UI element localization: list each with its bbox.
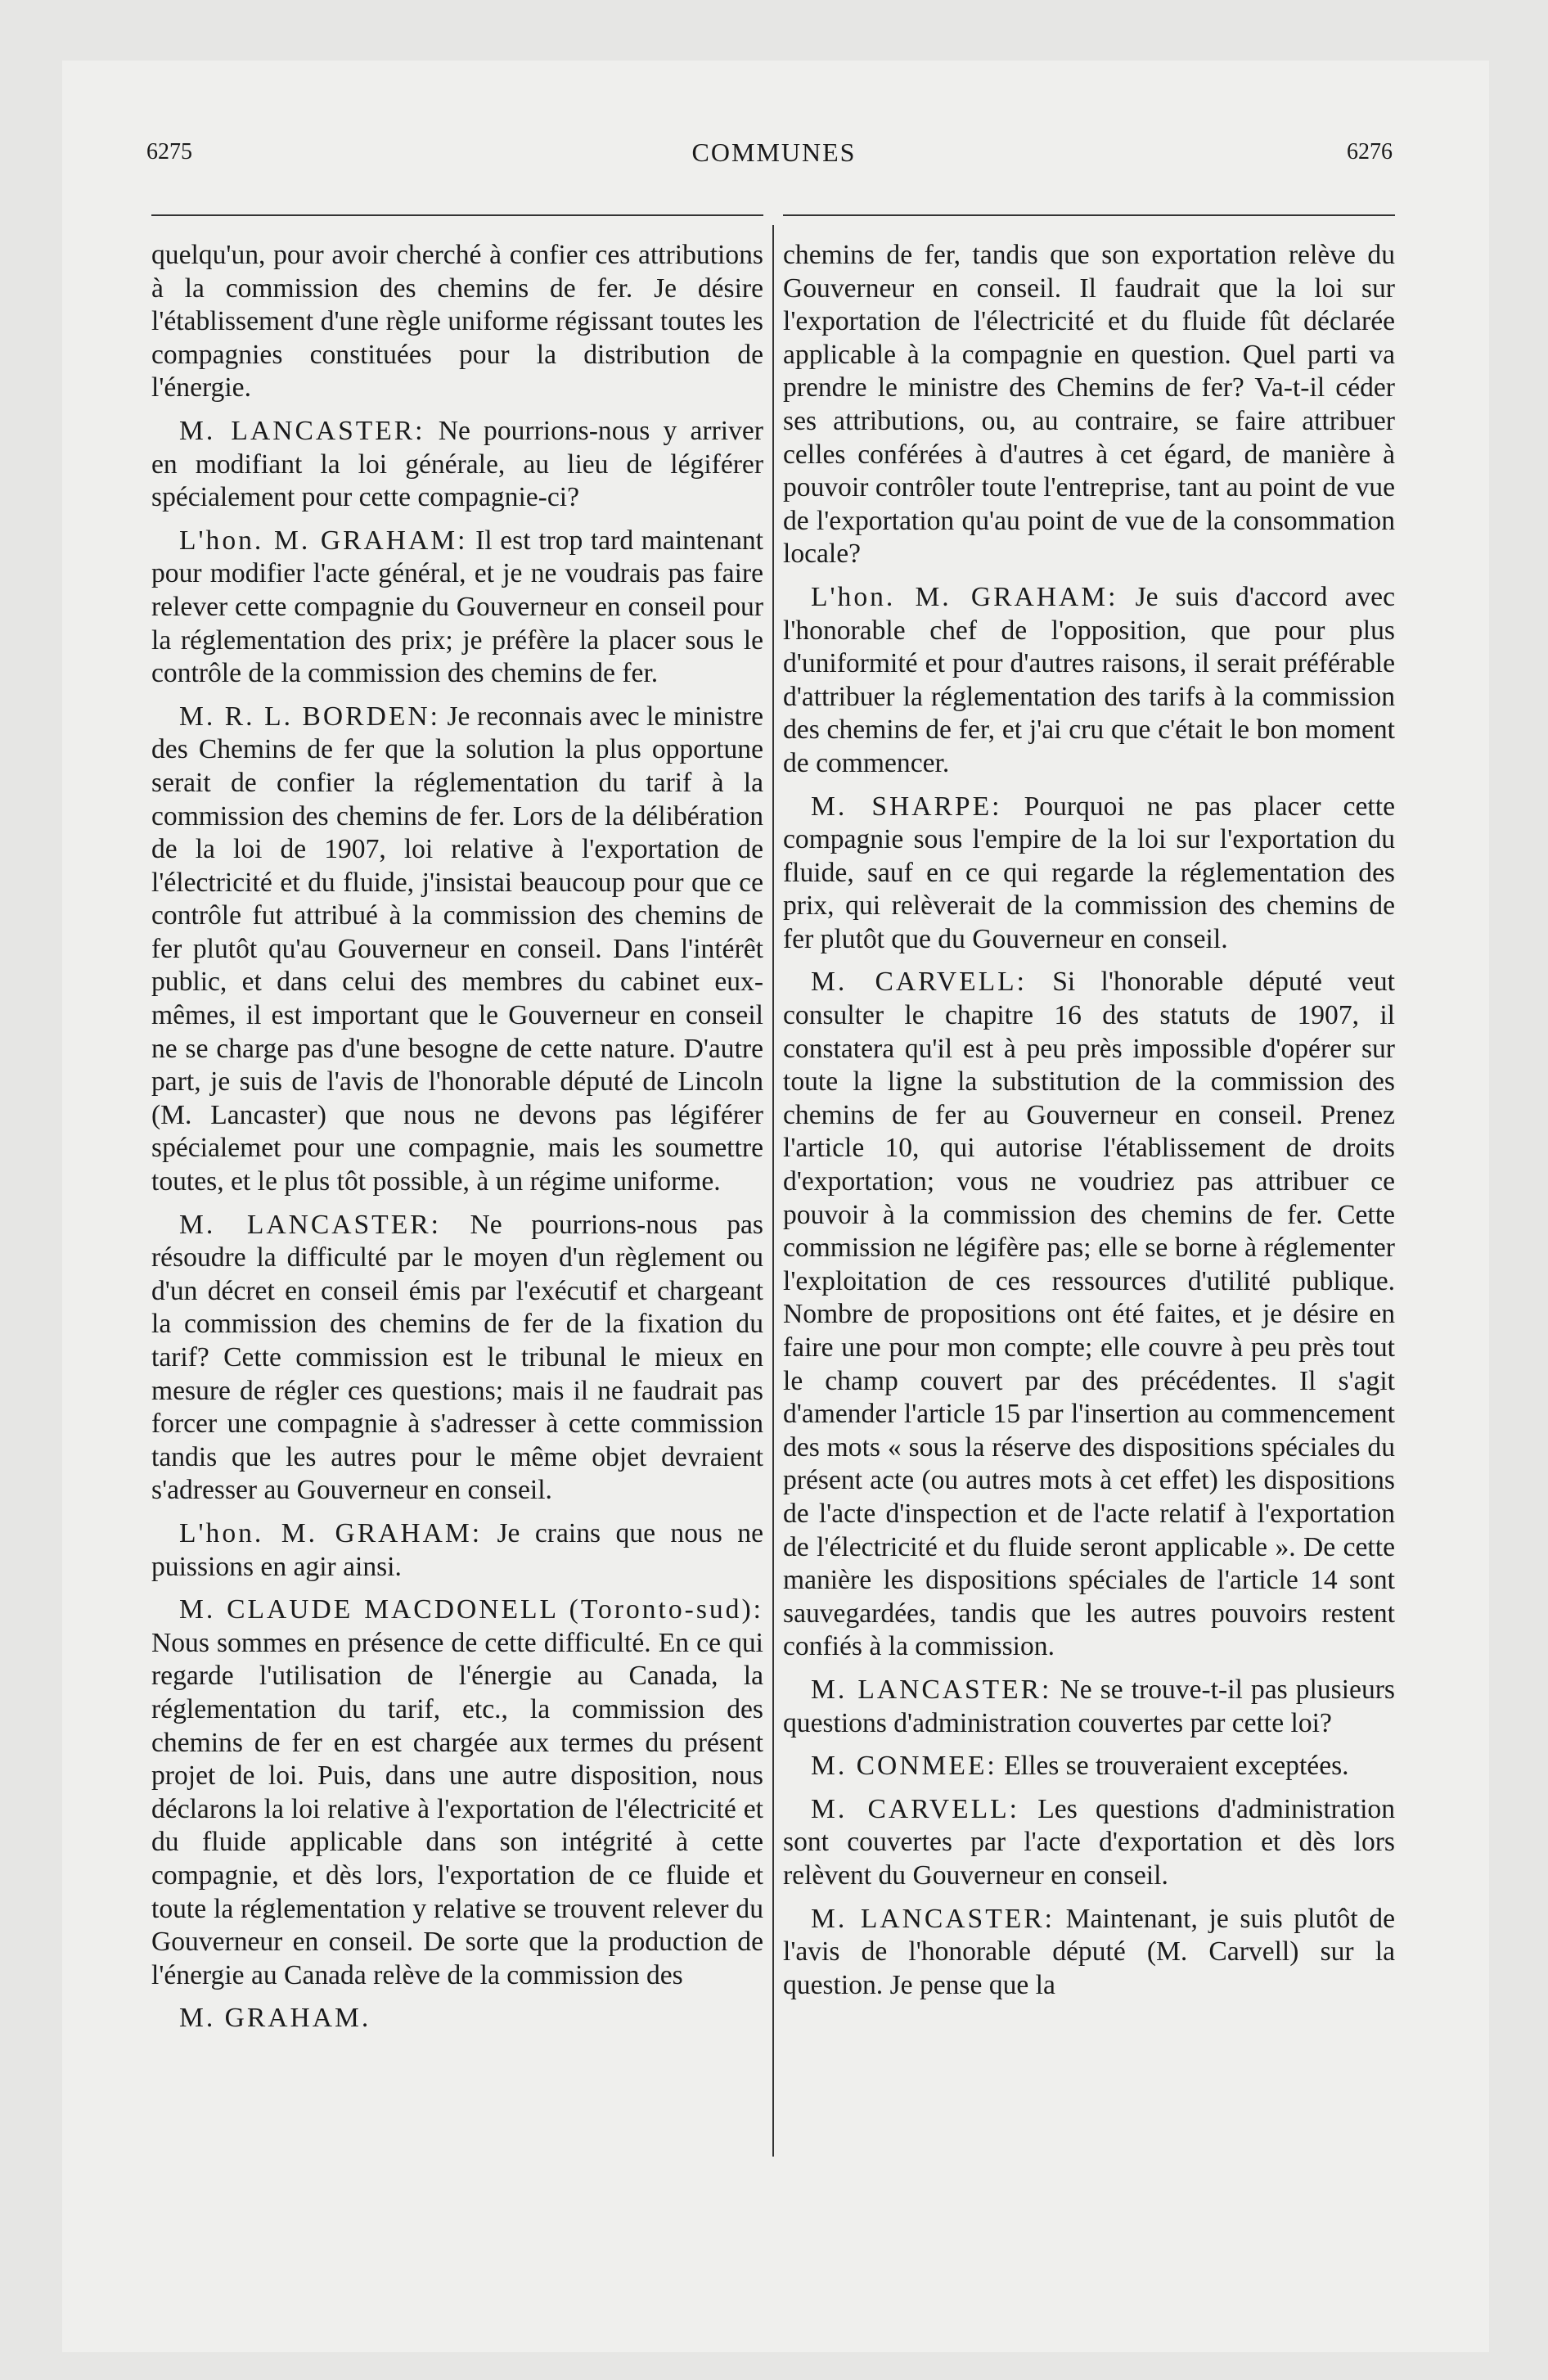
speaker-name: M. SHARPE:: [811, 791, 1002, 822]
paragraph-text: Elles se trouveraient exceptées.: [1004, 1751, 1349, 1782]
speaker-name: M. CARVELL:: [811, 1793, 1019, 1824]
speaker-name: M. LANCASTER:: [811, 1903, 1055, 1934]
paragraph-text: quelqu'un, pour avoir cherché à confier ces attributions à la commission des chemins de fer. Je désire l'établissement d'une règle uniforme régissant toutes les compagnies constituées pour la distribution de l'énergie.: [151, 240, 763, 403]
speaker-name: M. CLAUDE MACDONELL (Toronto-sud):: [179, 1594, 763, 1625]
left-column: [151, 239, 763, 2170]
page-title: COMMUNES: [691, 137, 857, 167]
paragraph: [151, 1209, 763, 1508]
speaker-name: L'hon. M. GRAHAM:: [179, 525, 468, 556]
paragraph-text: Je suis d'accord avec l'honorable chef de l'opposition, que pour plus d'uniformité et pour d'autres raisons, il serait préférable d'attribuer la réglementation des tarifs à la commission des chemins de fer, et j'ai cru que c'était le bon moment de commencer.: [783, 581, 1395, 778]
paragraph-text: Ne se trouve-t-il pas plusieurs questions d'administration couvertes par cette loi?: [783, 1674, 1396, 1738]
paragraph: [151, 1517, 763, 1584]
right-page-number: 6276: [1347, 139, 1393, 165]
paragraph-text: Si l'honorable député veut consulter le chapitre 16 des statuts de 1907, il constatera qu'il est à peu près impossible d'opérer sur toute la ligne la substitution de la commission des chemins de fer au Gouverneur en conseil. Prenez l'article 10, qui autorise l'établissement de droits d'exportation; vous ne voudriez pas attribuer ce pouvoir à la commission des chemins de fer. Cette commission ne légifère pas; elle se borne à réglementer l'exploitation de ces ressources d'utilité publique. Nombre de propositions ont été faites, et je désire en faire une pour mon compte; elle couvre à peu près tout le champ couvert par des précédentes. Il s'agit d'amender l'article 15 par l'insertion au commencement des mots « sous la réserve des dispositions spéciales du présent acte (ou autres mots à cet effet) les dispositions de l'acte d'inspection et de l'acte relatif à l'exportation de l'électricité et du fluide seront applicable ». De cette manière les dispositions spéciales de l'article 14 sont sauvegardées, tandis que les autres pouvoirs restent confiés à la commission.: [783, 967, 1395, 1662]
left-page-number: 6275: [146, 139, 192, 165]
paragraph-text: Il est trop tard maintenant pour modifier l'acte général, et je ne voudrais pas faire relever cette compagnie du Gouverneur en conseil pour la réglementation des prix; je préfère la placer sous le contrôle de la commission des chemins de fer.: [151, 525, 763, 689]
speaker-name: M. LANCASTER:: [179, 1209, 441, 1240]
header-rule-right: [783, 214, 1395, 216]
paragraph: [783, 1793, 1395, 1893]
speaker-name: M. R. L. BORDEN:: [179, 701, 440, 732]
speaker-name: M. CARVELL:: [811, 967, 1027, 998]
paragraph: [151, 415, 763, 515]
paragraph: [151, 525, 763, 691]
paragraph-text: Je reconnais avec le ministre des Chemins de fer que la solution la plus opportune serait de confier la réglementation du tarif à la commission des chemins de fer. Lors de la délibération de la loi de 1907, loi relative à l'exportation de l'électricité et du fluide, j'insistai beaucoup pour que ce contrôle fut attribué à la commission des chemins de fer plutôt qu'au Gouverneur en conseil. Dans l'intérêt public, et dans celui des membres du cabinet eux-mêmes, il est important que le Gouverneur en conseil ne se charge pas d'une besogne de cette nature. D'autre part, je suis de l'avis de l'honorable député de Lincoln (M. Lancaster) que nous ne devons pas légiférer spécialemet pour une compagnie, mais les soumettre toutes, et le plus tôt possible, à un régime uniforme.: [151, 701, 763, 1197]
running-footer: M. GRAHAM.: [179, 2003, 371, 2034]
paragraph: [783, 1750, 1395, 1783]
paragraph: [151, 1593, 763, 1992]
paragraph: [783, 1903, 1395, 2003]
header-rule-left: [151, 214, 763, 216]
paragraph-text: Je crains que nous ne puissions en agir ainsi.: [151, 1517, 763, 1582]
paragraph-text: chemins de fer, tandis que son exportation relève du Gouverneur en conseil. Il faudrait que la loi sur l'exportation de l'électricité et du fluide fût déclarée applicable à la compagnie en question. Quel parti va prendre le ministre des Chemins de fer? Va-t-il céder ses attributions, ou, au contraire, se faire attribuer celles conférées à d'autres à cet égard, de manière à pouvoir contrôler toute l'entreprise, tant au point de vue de l'exportation qu'au point de vue de la consommation locale?: [783, 240, 1395, 570]
paragraph: [783, 966, 1395, 1663]
paragraph: [783, 239, 1395, 571]
paragraph-text: Pourquoi ne pas placer cette compagnie sous l'empire de la loi sur l'exportation du fluide, sauf en ce qui regarde la réglementation des prix, qui relèverait de la commission des chemins de fer plutôt que du Gouverneur en conseil.: [783, 791, 1395, 954]
right-column: [783, 239, 1395, 2170]
paragraph-text: Ne pourrions-nous pas résoudre la difficulté par le moyen d'un règlement ou d'un décret en conseil émis par l'exécutif et chargeant la commission des chemins de fer de la fixation du tarif? Cette commission est le tribunal le mieux en mesure de régler ces questions; mais il ne faudrait pas forcer une compagnie à s'adresser à cette commission tandis que les autres pour le même objet devraient s'adresser au Gouverneur en conseil.: [151, 1209, 763, 1506]
speaker-name: L'hon. M. GRAHAM:: [811, 581, 1118, 612]
paragraph-text: Les questions d'administration sont couvertes par l'acte d'exportation et dès lors relèvent du Gouverneur en conseil.: [783, 1793, 1395, 1891]
speaker-name: M. LANCASTER:: [811, 1674, 1052, 1705]
paragraph: [783, 791, 1395, 957]
paragraph: [783, 581, 1395, 781]
paragraph-text: Maintenant, je suis plutôt de l'avis de l'honorable député (M. Carvell) sur la question. Je pense que la: [783, 1903, 1395, 2000]
column-divider: [772, 225, 774, 2157]
paragraph-text: Ne pourrions-nous y arriver en modifiant la loi générale, au lieu de légiférer spécialement pour cette compagnie-ci?: [151, 415, 763, 513]
speaker-name: M. CONMEE:: [811, 1751, 997, 1782]
paragraph: [151, 701, 763, 1199]
speaker-name: L'hon. M. GRAHAM:: [179, 1517, 483, 1548]
paragraph: [151, 2002, 763, 2035]
paragraph: [783, 1674, 1395, 1740]
paragraph: [151, 239, 763, 405]
paragraph-text: Nous sommes en présence de cette difficulté. En ce qui regarde l'utilisation de l'énergie au Canada, la réglementation du tarif, etc., la commission des chemins de fer en est chargée aux termes du présent projet de loi. Puis, dans une autre disposition, nous déclarons la loi relative à l'exportation de l'électricité et du fluide applicable dans son intégrité à cette compagnie, et dès lors, l'exportation de ce fluide et toute la réglementation y relative se trouvent relever du Gouverneur en conseil. De sorte que la production de l'énergie au Canada relève de la commission des: [151, 1627, 763, 1990]
speaker-name: M. LANCASTER:: [179, 415, 425, 446]
